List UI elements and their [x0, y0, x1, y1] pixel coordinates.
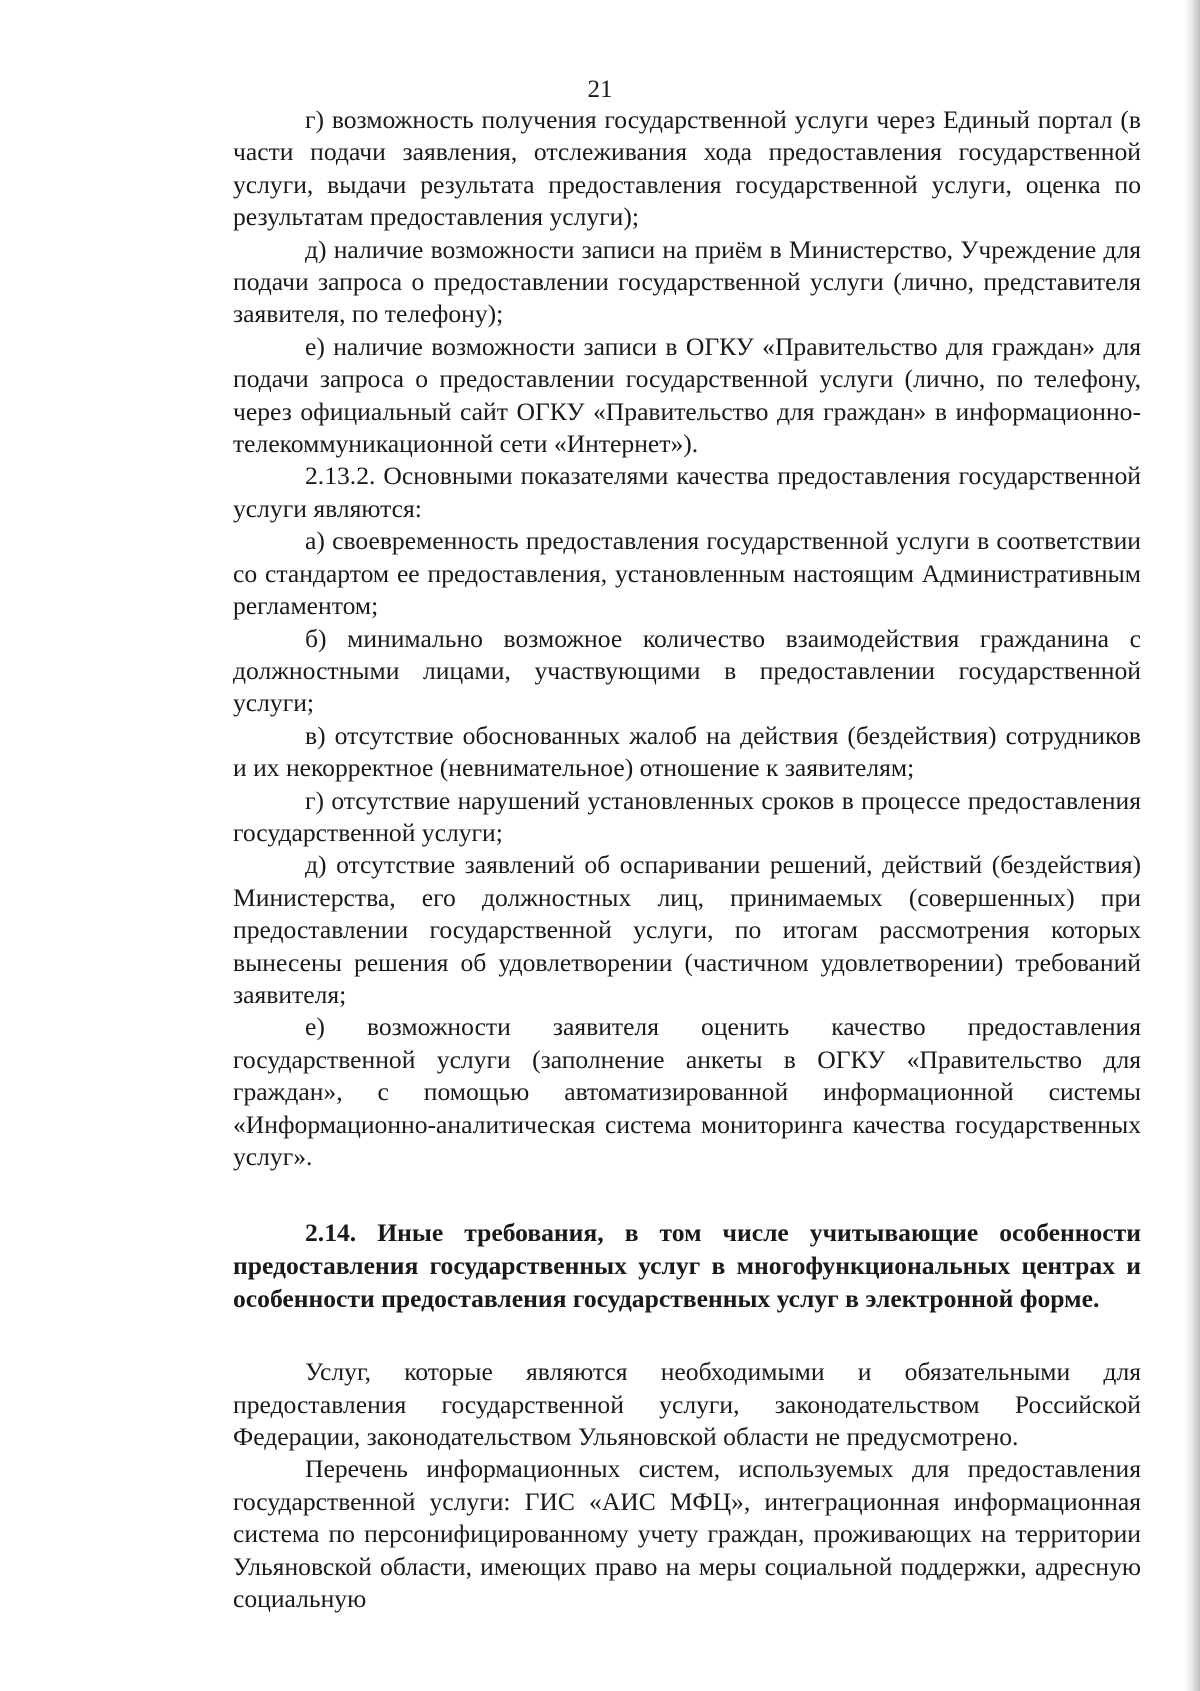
paragraph-information-systems: Перечень информационных систем, используемых для предоставления государственной услуги: ГИС «АИС МФЦ», интеграционная информационная система по персонифицированному учету граждан, проживающих на территории Ульяновской области, имеющих право на меры социальной поддержки, адресную социальную — [233, 1454, 1141, 1614]
paragraph-item-e-quality-rating: е) возможности заявителя оценить качество предоставления государственной услуги (заполнение анкеты в ОГКУ «Правительство для граждан», с помощью автоматизированной информационной системы «Информационно-аналитическая система мониторинга качества государственных услуг». — [233, 1012, 1141, 1171]
paragraph-item-v-complaints: в) отсутствие обоснованных жалоб на действия (бездействия) сотрудников и их некорректное (невнимательное) отношение к заявителям; — [233, 720, 1141, 783]
paragraph-item-b-interactions: б) минимально возможное количество взаимодействия гражданина с должностными лицами, участвующими в предоставлении государственной услуги; — [233, 623, 1141, 718]
scan-edge-shadow — [1184, 0, 1200, 1691]
page-number: 21 — [587, 76, 613, 103]
paragraph-item-d-appointment: д) наличие возможности записи на приём в Министерство, Учреждение для подачи запроса о предоставлении государственной услуги (лично, представителя заявителя, по телефону); — [233, 234, 1141, 329]
paragraph-item-g-deadlines: г) отсутствие нарушений установленных сроков в процессе предоставления государственной услуги; — [233, 785, 1141, 847]
document-body — [233, 104, 1141, 1615]
paragraph-item-d-disputes: д) отсутствие заявлений об оспаривании решений, действий (бездействия) Министерства, его должностных лиц, принимаемых (совершенных) при предоставлении государственной услуги, по итогам рассмотрения которых вынесены решения об удовлетворении (частичном удовлетворении) требований заявителя; — [233, 850, 1141, 1009]
paragraph-item-g-portal: г) возможность получения государственной услуги через Единый портал (в части подачи заявления, отслеживания хода предоставления государственной услуги, выдачи результата предоставления государственной услуги, оценка по результатам предоставления услуги); — [233, 105, 1141, 232]
paragraph-2-13-2-intro: 2.13.2. Основными показателями качества предоставления государственной услуги являются: — [233, 461, 1141, 523]
section-heading-2-14: 2.14. Иные требования, в том числе учитывающие особенности предоставления государственных услуг в многофункциональных центрах и особенности предоставления государственных услуг в электронной форме. — [233, 1218, 1141, 1313]
paragraph-item-a-timeliness: а) своевременность предоставления государственной услуги в соответствии со стандартом ее предоставления, установленным настоящим Административным регламентом; — [233, 526, 1141, 621]
paragraph-item-e-ogku-appointment: е) наличие возможности записи в ОГКУ «Правительство для граждан» для подачи запроса о предоставлении государственной услуги (лично, по телефону, через официальный сайт ОГКУ «Правительство для граждан» в информационно-телекоммуникационной сети «Интернет»). — [233, 331, 1141, 459]
paragraph-required-services: Услуг, которые являются необходимыми и обязательными для предоставления государственной услуги, законодательством Российской Федерации, законодательством Ульяновской области не предусмотрено. — [233, 1357, 1141, 1451]
